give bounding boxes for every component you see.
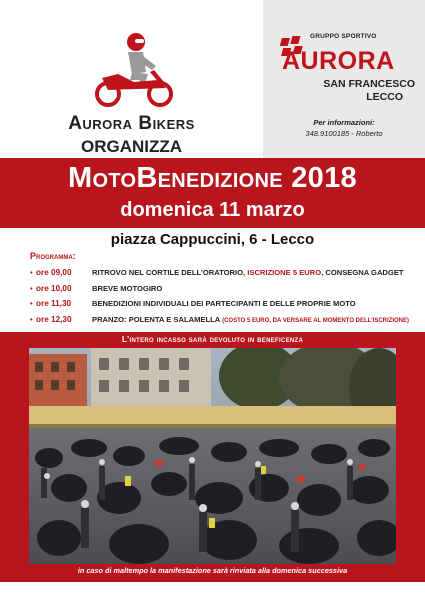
program-text: PRANZO: POLENTA E SALAMELLA (COSTO 5 EURO, DA VERSARE AL MOMENTO DELL’ISCRIZIONE) (92, 314, 409, 324)
organizer-title (0, 113, 263, 157)
program-time: ore 10,00 (36, 283, 72, 293)
contact-info (263, 118, 425, 138)
crowd-photo-illustration (29, 348, 396, 564)
bullet-icon: • (30, 299, 33, 309)
bullet-icon: • (30, 283, 33, 293)
club-subtitle: SAN FRANCESCO (323, 78, 415, 90)
event-photo (29, 348, 396, 564)
event-date: domenica 11 marzo (120, 199, 305, 221)
program-text: BREVE MOTOGIRO (92, 283, 163, 293)
list-item (30, 281, 410, 297)
program-time: ore 11,30 (36, 299, 72, 309)
program-time: ore 09,00 (36, 268, 72, 278)
club-city: LECCO (366, 91, 403, 103)
program-text: BENEDIZIONI INDIVIDUALI DEI PARTECIPANTI E DELLE PROPRIE MOTO (92, 299, 356, 309)
bullet-icon: • (30, 314, 33, 324)
header (0, 0, 425, 158)
program-highlight: ISCRIZIONE 5 EURO (247, 268, 322, 278)
contact-phone: 348.9100185 - Roberto (305, 129, 383, 138)
club-small-label: GRUPPO SPORTIVO (310, 33, 377, 40)
event-place: piazza Cappuccini, 6 - Lecco (110, 231, 315, 248)
list-item (30, 312, 410, 328)
program-heading: Programma: (30, 251, 76, 261)
weather-note: in caso di maltempo la manifestazione sarà rinviata alla domenica successiva (77, 566, 348, 575)
contact-title: Per informazioni: (313, 118, 375, 127)
program-note: (COSTO 5 EURO, DA VERSARE AL MOMENTO DELL’ISCRIZIONE) (222, 317, 409, 324)
charity-note: L’intero incasso sarà devoluto in beneficenza (121, 334, 304, 344)
club-name: AURORA (282, 47, 395, 75)
organizer-name: Aurora Bikers (68, 113, 195, 134)
program-text: RITROVO NEL CORTILE DELL’ORATORIO, ISCRIZIONE 5 EURO, CONSEGNA GADGET (92, 268, 404, 278)
program-time: ore 12,30 (36, 314, 72, 324)
list-item (30, 265, 410, 281)
motorbike-rider-icon (88, 30, 178, 108)
organizer-action: ORGANIZZA (80, 137, 183, 156)
program-list (30, 265, 410, 327)
event-title: MotoBenedizione 2018 (68, 162, 357, 194)
list-item (30, 296, 410, 312)
organizer-panel (0, 0, 263, 158)
bullet-icon: • (30, 268, 33, 278)
